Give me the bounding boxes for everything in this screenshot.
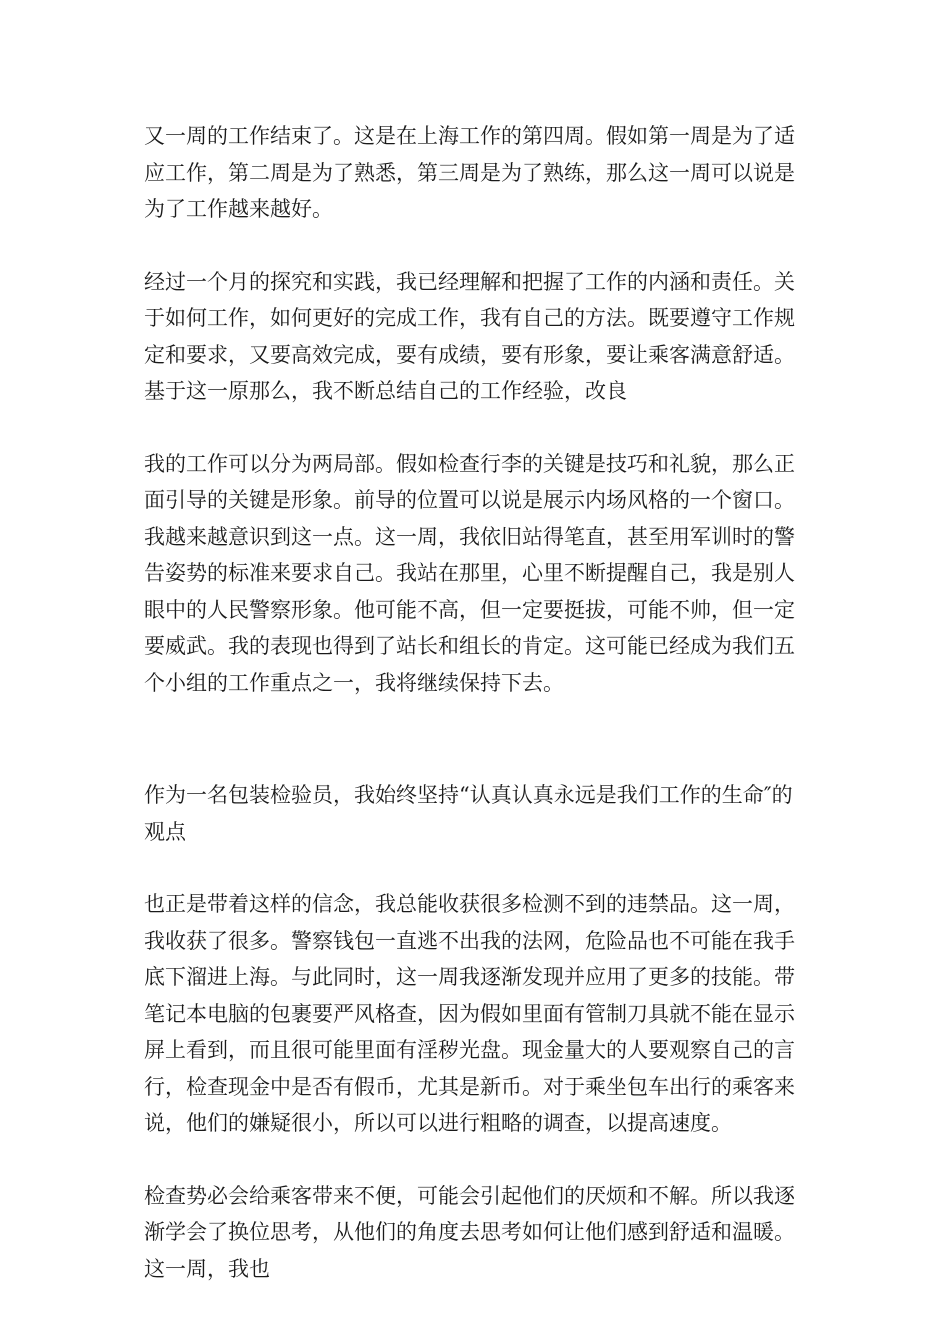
paragraph-5: 也正是带着这样的信念，我总能收获很多检测不到的违禁品。这一周，我收获了很多。警察钱包一直逃不出我的法网，危险品也不可能在我手底下溜进上海。与此同时，这一周我逐渐发现并应用了更多的技能。带笔记本电脑的包裹要严风格查，因为假如里面有管制刀具就不能在显示屏上看到，而且很可能里面有淫秽光盘。现金量大的人要观察自己的言行，检查现金中是否有假币，尤其是新币。对于乘坐包车出行的乘客来说，他们的嫌疑很小，所以可以进行粗略的调查，以提高速度。 — [144, 892, 795, 1135]
paragraph-spacer — [144, 701, 806, 777]
paragraph-spacer — [144, 410, 806, 446]
paragraph-spacer — [144, 850, 806, 886]
paragraph-spacer — [144, 228, 806, 264]
paragraph-spacer — [144, 1142, 806, 1178]
document-body — [144, 118, 806, 1287]
paragraph-4: 作为一名包装检验员，我始终坚持“认真认真永远是我们工作的生命″的观点 — [144, 783, 793, 844]
paragraph-2: 经过一个月的探究和实践，我已经理解和把握了工作的内涵和责任。关于如何工作，如何更好的完成工作，我有自己的方法。既要遵守工作规定和要求，又要高效完成，要有成绩，要有形象，要让乘客满意舒适。基于这一原那么，我不断总结自己的工作经验，改良 — [144, 269, 795, 403]
paragraph-3: 我的工作可以分为两局部。假如检查行李的关键是技巧和礼貌，那么正面引导的关键是形象。前导的位置可以说是展示内场风格的一个窗口。我越来越意识到这一点。这一周，我依旧站得笔直，甚至用军训时的警告姿势的标准来要求自己。我站在那里，心里不断提醒自己，我是别人眼中的人民警察形象。他可能不高，但一定要挺拔，可能不帅，但一定要威武。我的表现也得到了站长和组长的肯定。这可能已经成为我们五个小组的工作重点之一，我将继续保持下去。 — [144, 451, 795, 695]
paragraph-6: 检查势必会给乘客带来不便，可能会引起他们的厌烦和不解。所以我逐渐学会了换位思考，从他们的角度去思考如何让他们感到舒适和温暖。这一周，我也 — [144, 1183, 795, 1281]
paragraph-1: 又一周的工作结束了。这是在上海工作的第四周。假如第一周是为了适应工作，第二周是为了熟悉，第三周是为了熟练，那么这一周可以说是为了工作越来越好。 — [144, 124, 795, 221]
